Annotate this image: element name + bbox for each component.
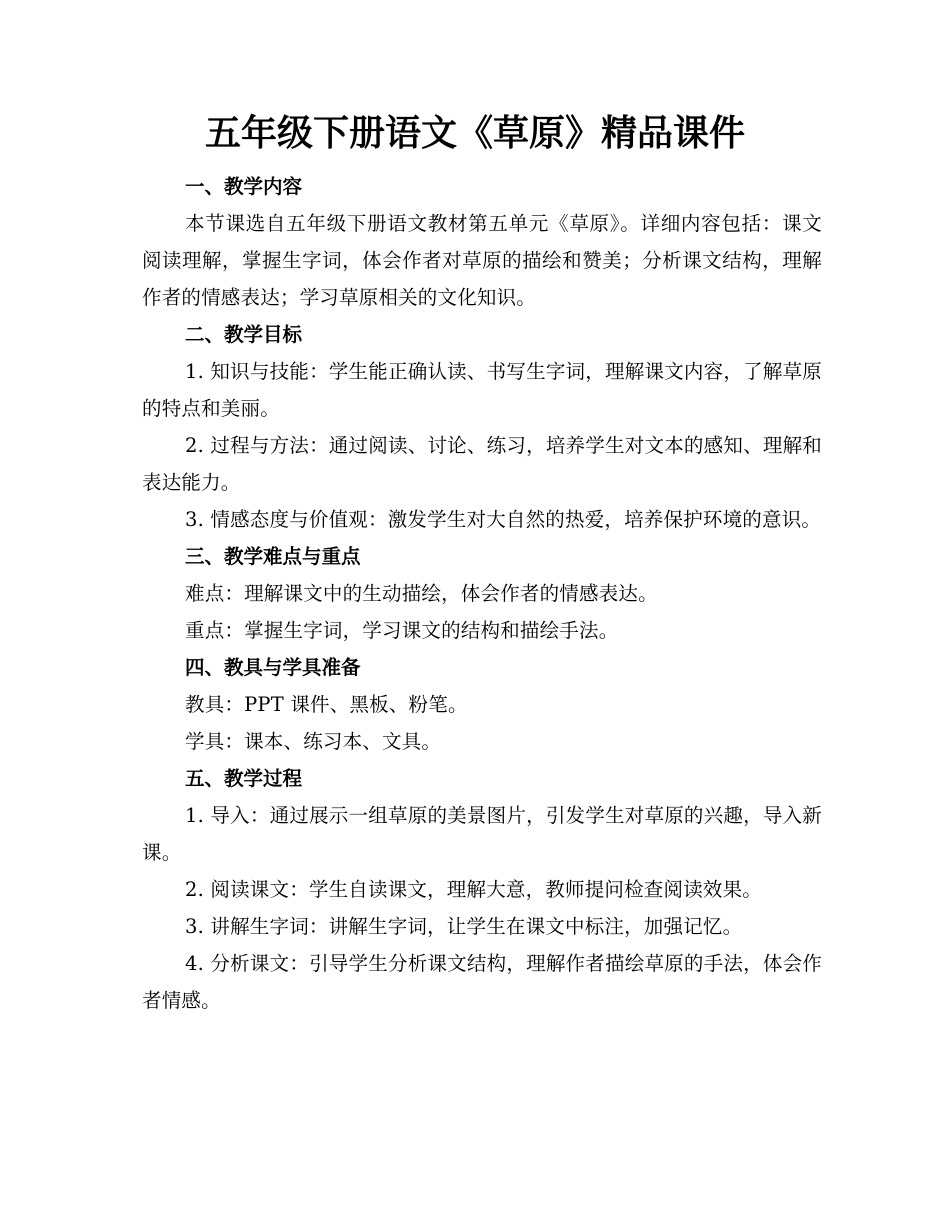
section-heading: 一、教学内容 — [185, 175, 303, 198]
paragraph: 重点：掌握生字词，学习课文的结构和描绘手法。 — [185, 619, 619, 642]
paragraph: 本节课选自五年级下册语文教材第五单元《草原》。详细内容包括：课文阅读理解，掌握生字词，体会作者对草原的描绘和赞美；分析课文结构，理解作者的情感表达；学习草原相关的文化知识。 — [142, 212, 822, 309]
section-heading: 四、教具与学具准备 — [185, 656, 361, 679]
paragraph: 难点：理解课文中的生动描绘，体会作者的情感表达。 — [185, 582, 658, 605]
document-body — [142, 168, 822, 1019]
paragraph: 2. 阅读课文：学生自读课文，理解大意，教师提问检查阅读效果。 — [185, 878, 763, 901]
paragraph: 4. 分析课文：引导学生分析课文结构，理解作者描绘草原的手法，体会作者情感。 — [142, 952, 822, 1012]
paragraph: 学具：课本、练习本、文具。 — [185, 730, 442, 753]
paragraph: 2. 过程与方法：通过阅读、讨论、练习，培养学生对文本的感知、理解和表达能力。 — [142, 434, 822, 494]
paragraph: 1. 导入：通过展示一组草原的美景图片，引发学生对草原的兴趣，导入新课。 — [142, 804, 822, 864]
paragraph: 3. 讲解生字词：讲解生字词，让学生在课文中标注，加强记忆。 — [185, 915, 743, 938]
section-heading: 二、教学目标 — [185, 323, 303, 346]
paragraph: 3. 情感态度与价值观：激发学生对大自然的热爱，培养保护环境的意识。 — [185, 508, 822, 531]
section-heading: 五、教学过程 — [185, 767, 303, 790]
paragraph: 教具：PPT 课件、黑板、粉笔。 — [185, 693, 468, 716]
paragraph: 1. 知识与技能：学生能正确认读、书写生字词，理解课文内容，了解草原的特点和美丽。 — [142, 360, 822, 420]
document-title: 五年级下册语文《草原》精品课件 — [204, 113, 745, 154]
section-heading: 三、教学难点与重点 — [185, 545, 361, 568]
